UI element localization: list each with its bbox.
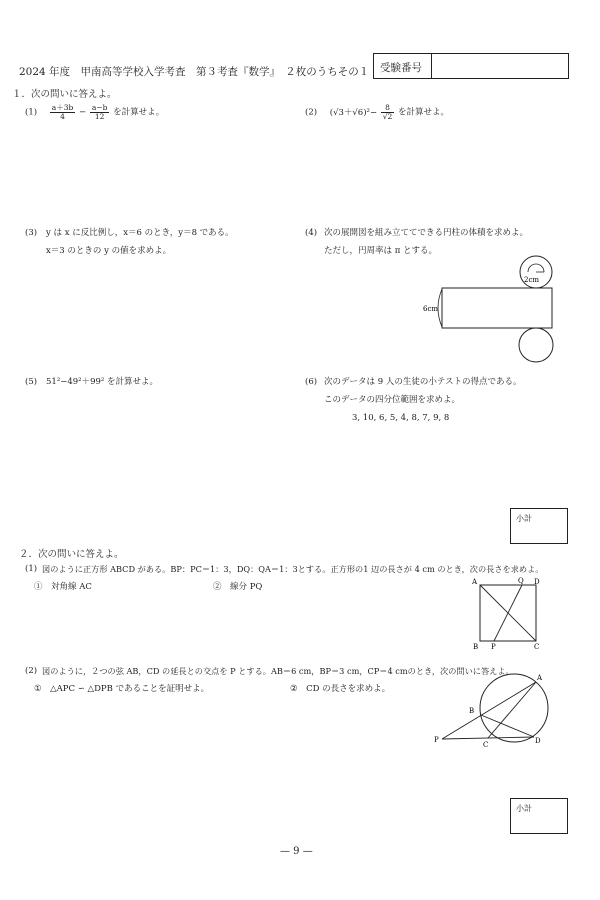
q1-4-line2: ただし，円周率は π とする。 [324,246,437,256]
q-number: (2) [305,107,318,118]
q2-2-number: (2) [25,666,38,676]
q2-1-number: (1) [25,564,38,574]
label-d: D [534,578,540,586]
fraction-denominator: 4 [60,111,65,121]
q2-2-text: 図のように，２つの弦 AB，CD の延長との交点を P とする。AB＝6 cm，BP＝3 cm，CP＝4 cmのとき，次の問いに答えよ。 [42,666,514,676]
q2-2-sub2: ② CD の長さを求めよ。 [290,684,391,694]
side-rectangle [442,288,552,328]
q1-2 [305,104,449,120]
page-number: — 9 — [280,846,313,857]
label-b: B [469,707,475,715]
cylinder-net-figure [415,255,575,370]
label-c: C [534,643,540,651]
square-abcd-figure [468,575,548,655]
label-a: A [537,674,543,682]
q1-1 [25,104,164,120]
section2-heading: ２．次の問いに答えよ。 [19,549,124,560]
line-bd [481,715,534,737]
label-6cm: 6cm [423,305,439,313]
label-p: P [491,643,496,651]
label-b: B [473,643,479,651]
q1-6-data: 3, 10, 6, 5, 4, 8, 7, 9, 8 [352,413,450,423]
expression: (√3＋√6)²− [329,107,378,118]
q-number: (1) [25,107,38,118]
instruction-text: を計算せよ。 [398,107,450,118]
q1-6-line2: このデータの四分位範囲を求めよ。 [324,395,461,405]
subtotal-label: 小計 [516,804,532,813]
q1-3-line2: x＝3 のときの y の値を求めよ。 [46,246,172,256]
radius-marker [528,264,544,272]
height-brace [438,289,442,327]
exam-number-field[interactable] [431,54,569,78]
label-p: P [434,736,439,744]
label-2cm: 2cm [524,276,540,284]
bottom-circle [519,328,553,362]
section1-heading: １．次の問いに答えよ。 [12,89,117,100]
fraction-numerator: a＋3b [51,103,74,112]
q1-5-text: 51²−49²＋99² を計算せよ。 [46,377,158,387]
q2-1-text: 図のように正方形 ABCD がある。BP：PC＝1：3，DQ：QA＝1：3とする。正方形の1 辺の長さが 4 cm のとき，次の長さを求めよ。 [42,564,544,574]
page-title: 2024 年度 甲南高等学校入学考査 第３考査『数学』 ２枚のうちその１ [19,66,370,78]
label-q: Q [518,577,524,585]
operator: − [79,107,87,118]
q1-5-number: (5) [25,377,38,387]
circle-chords-figure [432,670,552,750]
subtotal-box-2[interactable] [510,798,568,834]
fraction-numerator: a−b [91,103,108,112]
q1-6-number: (6) [305,377,318,387]
fraction-denominator: √2 [382,111,393,121]
q1-3-line1: y は x に反比例し，x＝6 のとき，y＝8 である。 [46,228,234,238]
fraction-numerator: 8 [381,104,395,113]
q2-2-sub1: ① △APC ∽ △DPB であることを証明せよ。 [34,684,210,694]
q2-1-sub1: ① 対角線 AC [34,582,92,592]
segment-pq [494,585,522,641]
line-ac [488,682,536,738]
q1-4-number: (4) [305,228,318,238]
subtotal-label: 小計 [516,514,532,523]
fraction-denominator: 12 [94,111,105,121]
exam-number-label: 受験番号 [380,62,422,74]
q2-1-sub2: ② 線分 PQ [213,582,263,592]
q1-3-number: (3) [25,228,38,238]
q1-6-line1: 次のデータは 9 人の生徒の小テストの得点である。 [324,377,522,387]
label-a: A [472,578,478,586]
exam-number-box [373,53,569,79]
label-c: C [483,741,489,749]
label-d: D [535,737,541,745]
instruction-text: を計算せよ。 [113,107,165,118]
subtotal-box-1[interactable] [510,508,568,544]
q1-4-line1: 次の展開図を組み立ててできる円柱の体積を求めよ。 [324,228,529,238]
